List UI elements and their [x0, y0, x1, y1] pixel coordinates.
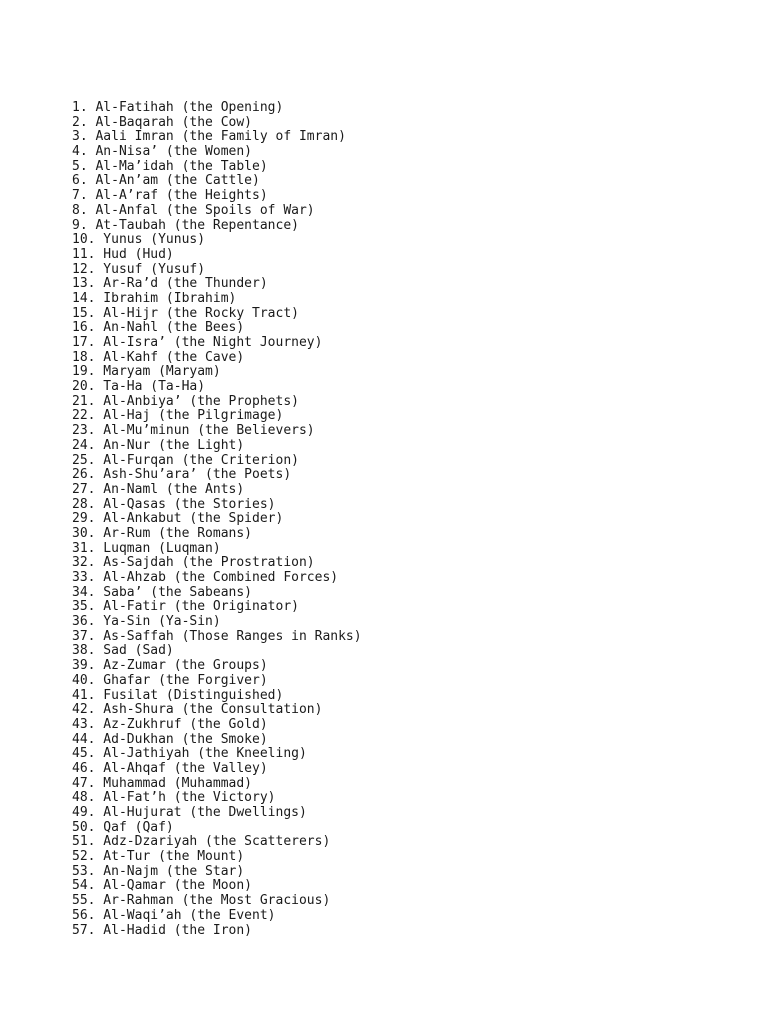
list-item: 4. An-Nisa’ (the Women) [72, 144, 253, 160]
list-item: 14. Ibrahim (Ibrahim) [72, 290, 237, 306]
list-item: 32. As-Sajdah (the Prostration) [72, 555, 315, 571]
list-item: 42. Ash-Shura (the Consultation) [72, 702, 323, 718]
list-item: 2. Al-Baqarah (the Cow) [72, 114, 253, 130]
list-item: 19. Maryam (Maryam) [72, 364, 221, 380]
list-item: 10. Yunus (Yunus) [72, 232, 206, 248]
list-item: 34. Saba’ (the Sabeans) [72, 584, 253, 600]
list-item: 1. Al-Fatihah (the Opening) [72, 100, 284, 115]
list-item: 35. Al-Fatir (the Originator) [72, 599, 299, 615]
list-item: 45. Al-Jathiyah (the Kneeling) [72, 746, 307, 762]
list-item: 15. Al-Hijr (the Rocky Tract) [72, 305, 299, 321]
list-item: 28. Al-Qasas (the Stories) [72, 496, 276, 512]
list-item: 47. Muhammad (Muhammad) [72, 775, 253, 791]
list-item: 52. At-Tur (the Mount) [72, 849, 245, 865]
list-item: 23. Al-Mu’minun (the Believers) [72, 423, 315, 439]
list-item: 39. Az-Zumar (the Groups) [72, 658, 268, 674]
list-item: 8. Al-Anfal (the Spoils of War) [72, 202, 315, 218]
list-item: 30. Ar-Rum (the Romans) [72, 525, 253, 541]
list-item: 27. An-Naml (the Ants) [72, 481, 245, 497]
list-item: 13. Ar-Ra’d (the Thunder) [72, 276, 268, 292]
list-item: 20. Ta-Ha (Ta-Ha) [72, 379, 206, 395]
list-item: 12. Yusuf (Yusuf) [72, 261, 206, 277]
list-item: 43. Az-Zukhruf (the Gold) [72, 716, 268, 732]
list-item: 25. Al-Furqan (the Criterion) [72, 452, 299, 468]
list-item: 50. Qaf (Qaf) [72, 819, 174, 835]
list-item: 7. Al-A’raf (the Heights) [72, 188, 268, 204]
list-item: 18. Al-Kahf (the Cave) [72, 349, 245, 365]
list-item: 53. An-Najm (the Star) [72, 863, 245, 879]
surah-list [72, 101, 362, 938]
list-item: 11. Hud (Hud) [72, 246, 174, 262]
list-item: 38. Sad (Sad) [72, 643, 174, 659]
list-item: 24. An-Nur (the Light) [72, 437, 245, 453]
list-item: 40. Ghafar (the Forgiver) [72, 672, 268, 688]
list-item: 22. Al-Haj (the Pilgrimage) [72, 408, 284, 424]
list-item: 31. Luqman (Luqman) [72, 540, 221, 556]
list-item: 57. Al-Hadid (the Iron) [72, 922, 253, 938]
list-item: 16. An-Nahl (the Bees) [72, 320, 245, 336]
list-item: 36. Ya-Sin (Ya-Sin) [72, 614, 221, 630]
list-item: 37. As-Saffah (Those Ranges in Ranks) [72, 628, 362, 644]
list-item: 6. Al-An’am (the Cattle) [72, 173, 260, 189]
list-item: 26. Ash-Shu’ara’ (the Poets) [72, 467, 292, 483]
list-item: 9. At-Taubah (the Repentance) [72, 217, 299, 233]
list-item: 46. Al-Ahqaf (the Valley) [72, 760, 268, 776]
list-item: 56. Al-Waqi’ah (the Event) [72, 907, 276, 923]
list-item: 49. Al-Hujurat (the Dwellings) [72, 805, 307, 820]
list-item: 55. Ar-Rahman (the Most Gracious) [72, 893, 331, 909]
list-item: 48. Al-Fat’h (the Victory) [72, 790, 276, 806]
list-item: 5. Al-Ma’idah (the Table) [72, 158, 268, 174]
list-item: 54. Al-Qamar (the Moon) [72, 878, 253, 894]
list-item: 51. Adz-Dzariyah (the Scatterers) [72, 834, 331, 850]
list-item: 21. Al-Anbiya’ (the Prophets) [72, 393, 299, 409]
list-item: 44. Ad-Dukhan (the Smoke) [72, 731, 268, 747]
list-item: 33. Al-Ahzab (the Combined Forces) [72, 570, 339, 585]
list-item: 41. Fusilat (Distinguished) [72, 687, 284, 703]
list-item: 29. Al-Ankabut (the Spider) [72, 511, 284, 527]
list-item: 17. Al-Isra’ (the Night Journey) [72, 335, 323, 350]
list-item: 3. Aali Imran (the Family of Imran) [72, 129, 346, 145]
